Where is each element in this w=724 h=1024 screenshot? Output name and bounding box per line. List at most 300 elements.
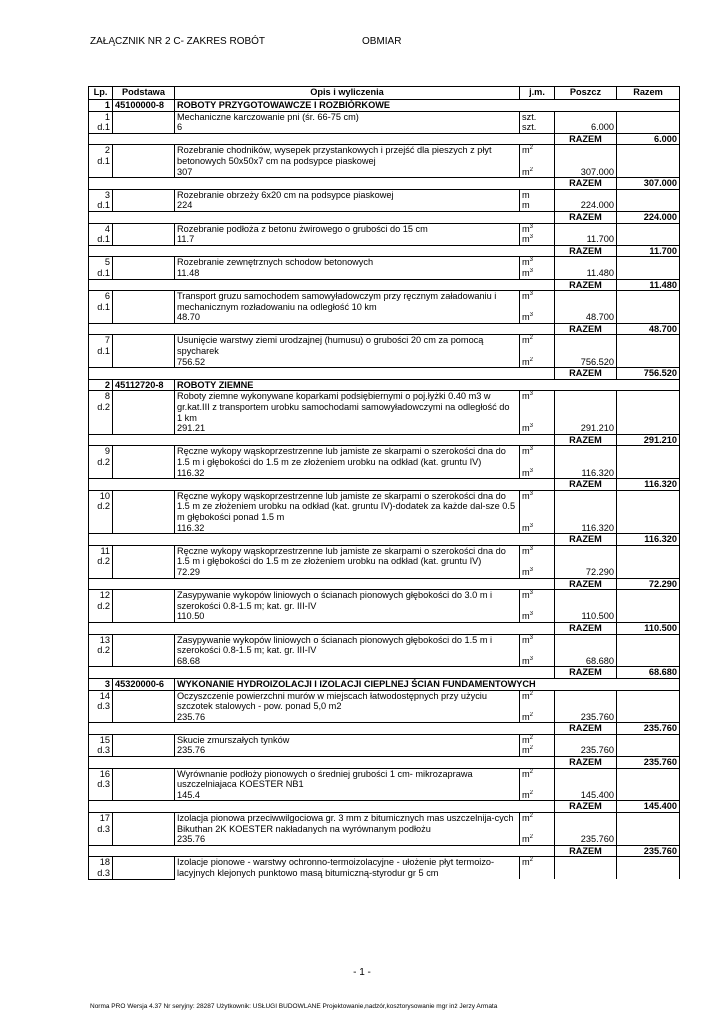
razem-empty (617, 656, 680, 667)
item-basis: d.3 (97, 868, 110, 878)
calc-unit (520, 200, 555, 211)
unit-display: $m^3$ (522, 223, 533, 234)
sum-label: RAZEM (555, 178, 617, 190)
table-header-row (89, 87, 680, 100)
section-title: WYKONANIE HYDROIZOLACJI I IZOLACJI CIEPLNEJ ŚCIAN FUNDAMENTOWYCH (175, 678, 680, 690)
poszcz-value: 235.760 (555, 745, 617, 756)
item-unit (520, 690, 555, 712)
sum-label: RAZEM (555, 845, 617, 857)
poszcz-value: 110.500 (555, 611, 617, 622)
item-unit (520, 111, 555, 122)
item-lp (89, 813, 113, 846)
razem-empty (617, 790, 680, 801)
item-razem-empty (617, 857, 680, 879)
sum-label: RAZEM (555, 211, 617, 223)
sum-label: RAZEM (555, 757, 617, 769)
calc-value: 48.70 (175, 312, 520, 323)
calc-row (89, 200, 680, 211)
poszcz-value: 224.000 (555, 200, 617, 211)
poszcz-value: 235.760 (555, 834, 617, 845)
sum-label: RAZEM (555, 578, 617, 590)
item-description: Mechaniczne karczowanie pni (śr. 66-75 cm) (175, 111, 520, 122)
item-unit (520, 189, 555, 200)
item-razem-empty (617, 446, 680, 468)
sum-blank (89, 667, 555, 679)
item-number: 17 (99, 813, 110, 824)
calc-value: 68.68 (175, 656, 520, 667)
item-unit (520, 223, 555, 234)
item-podstawa (113, 111, 175, 133)
item-unit (520, 490, 555, 522)
unit-display: $m^3$ (522, 522, 533, 533)
item-basis: d.2 (97, 645, 110, 656)
calc-row (89, 712, 680, 723)
sum-label: RAZEM (555, 723, 617, 735)
sum-value: 235.760 (617, 845, 680, 857)
section-code: 45112720-8 (113, 379, 175, 391)
item-unit (520, 446, 555, 468)
razem-empty (617, 834, 680, 845)
item-number: 1 (104, 111, 110, 122)
item-podstawa (113, 257, 175, 279)
sum-value: 68.680 (617, 667, 680, 679)
calc-row (89, 234, 680, 245)
col-lp: Lp. (89, 87, 113, 100)
item-razem-empty (617, 111, 680, 122)
sum-label: RAZEM (555, 434, 617, 446)
calc-unit (520, 357, 555, 368)
item-number: 8 (104, 391, 110, 402)
item-basis: d.1 (97, 234, 110, 245)
section-row (89, 379, 680, 391)
item-podstawa (113, 768, 175, 801)
sum-value: 11.480 (617, 279, 680, 291)
item-number: 12 (99, 590, 110, 601)
calc-value: 235.76 (175, 712, 520, 723)
sum-value: 110.500 (617, 622, 680, 634)
item-podstawa (113, 490, 175, 533)
item-poszcz-empty (555, 291, 617, 313)
sum-row (89, 723, 680, 735)
unit-display: $m^2$ (522, 834, 533, 845)
sum-row (89, 757, 680, 769)
item-description: Transport gruzu samochodem samowyładowczym przy ręcznym załadowaniu i mechanicznym rozładowaniu na odległość 10 km (175, 291, 520, 313)
item-razem-empty (617, 813, 680, 835)
sum-row (89, 133, 680, 145)
col-poszcz: Poszcz (555, 87, 617, 100)
calc-row (89, 423, 680, 434)
calc-value: 291.21 (175, 423, 520, 434)
item-podstawa (113, 634, 175, 667)
razem-empty (617, 357, 680, 368)
sum-blank (89, 479, 555, 491)
poszcz-value: 235.760 (555, 712, 617, 723)
razem-empty (617, 167, 680, 178)
calc-value: 235.76 (175, 834, 520, 845)
item-poszcz-empty (555, 590, 617, 612)
item-row (89, 189, 680, 200)
item-description: Oczyszczenie powierzchni murów w miejscach łatwodostępnych przy użyciu szczotek stalowych - pow. ponad 5,0 m2 (175, 690, 520, 712)
item-basis: d.3 (97, 779, 110, 790)
item-poszcz-empty (555, 545, 617, 567)
razem-empty (617, 523, 680, 534)
calc-unit (520, 234, 555, 245)
col-razem: Razem (617, 87, 680, 100)
sum-blank (89, 178, 555, 190)
sum-label: RAZEM (555, 323, 617, 335)
unit-display: $m^2$ (522, 711, 533, 722)
sum-label: RAZEM (555, 479, 617, 491)
sum-value: 235.760 (617, 757, 680, 769)
item-podstawa (113, 857, 175, 879)
item-poszcz-empty (555, 223, 617, 234)
item-podstawa (113, 391, 175, 434)
item-lp (89, 446, 113, 479)
sum-blank (89, 723, 555, 735)
col-podstawa: Podstawa (113, 87, 175, 100)
sum-value: 72.290 (617, 578, 680, 590)
poszcz-value: 291.210 (555, 423, 617, 434)
poszcz-value: 11.700 (555, 234, 617, 245)
item-number: 7 (104, 335, 110, 346)
item-row (89, 634, 680, 656)
poszcz-value: 72.290 (555, 567, 617, 578)
item-basis: d.2 (97, 501, 110, 512)
item-row (89, 223, 680, 234)
item-unit (520, 145, 555, 167)
sum-row (89, 534, 680, 546)
calc-unit (520, 468, 555, 479)
calc-value: 224 (175, 200, 520, 211)
razem-empty (617, 234, 680, 245)
item-razem-empty (617, 490, 680, 522)
item-poszcz-empty (555, 111, 617, 122)
item-description: Ręczne wykopy wąskoprzestrzenne lub jamiste ze skarpami o szerokości dna do 1.5 m i głębokości do 1.5 m ze złożeniem urobku na odkład (kat. gruntu IV) (175, 446, 520, 468)
item-unit (520, 257, 555, 268)
sum-blank (89, 801, 555, 813)
sum-blank (89, 323, 555, 335)
calc-row (89, 357, 680, 368)
item-basis: d.1 (97, 346, 110, 357)
item-poszcz-empty (555, 391, 617, 423)
sum-label: RAZEM (555, 801, 617, 813)
item-razem-empty (617, 291, 680, 313)
calc-value: 11.7 (175, 234, 520, 245)
item-row (89, 690, 680, 712)
unit-display: $m^3$ (522, 291, 533, 302)
sum-row (89, 245, 680, 257)
unit-display: $m^3$ (522, 423, 533, 434)
item-razem-empty (617, 145, 680, 167)
calc-unit (520, 656, 555, 667)
sum-blank (89, 133, 555, 145)
calc-unit (520, 312, 555, 323)
calc-row (89, 268, 680, 279)
item-number: 10 (99, 490, 110, 501)
item-lp (89, 734, 113, 756)
item-row (89, 545, 680, 567)
sum-value: 145.400 (617, 801, 680, 813)
calc-value: 72.29 (175, 567, 520, 578)
sum-value: 116.320 (617, 534, 680, 546)
item-lp (89, 590, 113, 623)
poszcz-value: 756.520 (555, 357, 617, 368)
unit-display: $m^3$ (522, 655, 533, 666)
section-title: ROBOTY ZIEMNE (175, 379, 680, 391)
poszcz-value: 116.320 (555, 523, 617, 534)
item-unit (520, 634, 555, 656)
sum-value: 307.000 (617, 178, 680, 190)
poszcz-value: 6.000 (555, 122, 617, 133)
unit-display: $m^2$ (522, 145, 533, 156)
item-razem-empty (617, 391, 680, 423)
calc-unit (520, 122, 555, 133)
item-number: 13 (99, 634, 110, 645)
item-description: Ręczne wykopy wąskoprzestrzenne lub jamiste ze skarpami o szerokości dna do 1.5 m i głębokości do 1.5 m ze złożeniem urobku na odkład (kat. gruntu IV) (175, 545, 520, 567)
sum-row (89, 622, 680, 634)
sum-row (89, 801, 680, 813)
section-code: 45320000-6 (113, 678, 175, 690)
item-poszcz-empty (555, 857, 617, 879)
item-basis: d.1 (97, 122, 110, 133)
item-poszcz-empty (555, 257, 617, 268)
calc-value: 11.48 (175, 268, 520, 279)
sum-row (89, 211, 680, 223)
item-lp (89, 768, 113, 801)
item-basis: d.2 (97, 600, 110, 611)
sum-label: RAZEM (555, 622, 617, 634)
item-description: Rozebranie zewnętrznych schodow betonowych (175, 257, 520, 268)
item-poszcz-empty (555, 690, 617, 712)
item-number: 2 (104, 145, 110, 156)
razem-empty (617, 468, 680, 479)
col-opis: Opis i wyliczenia (175, 87, 520, 100)
item-podstawa (113, 145, 175, 178)
item-poszcz-empty (555, 634, 617, 656)
item-number: 14 (99, 690, 110, 701)
item-poszcz-empty (555, 768, 617, 790)
item-description: Ręczne wykopy wąskoprzestrzenne lub jamiste ze skarpami o szerokości dna do 1.5 m ze złożeniem urobku na odkład (kat. gruntu IV)-dodatek za każde dal-sze 0.5 m głębokości ponad 1.5 m (175, 490, 520, 522)
item-podstawa (113, 446, 175, 479)
item-podstawa (113, 590, 175, 623)
calc-unit (520, 523, 555, 534)
item-unit (520, 545, 555, 567)
sum-value: 235.760 (617, 723, 680, 735)
item-podstawa (113, 291, 175, 324)
item-description: Izolacje pionowe - warstwy ochronno-termoizolacyjne - ułożenie płyt termoizo-lacyjnych klejonych punktowo masą bitumiczną-styrodur gr 5 cm (175, 857, 520, 879)
item-row (89, 335, 680, 357)
calc-value: 235.76 (175, 745, 520, 756)
calc-row (89, 834, 680, 845)
sum-row (89, 434, 680, 446)
item-razem-empty (617, 634, 680, 656)
razem-empty (617, 567, 680, 578)
unit-display: $m^2$ (522, 857, 533, 868)
item-podstawa (113, 223, 175, 245)
sum-row (89, 667, 680, 679)
sum-row (89, 368, 680, 380)
sum-blank (89, 622, 555, 634)
item-podstawa (113, 813, 175, 846)
item-lp (89, 145, 113, 178)
measurement-table (88, 86, 680, 880)
item-basis: d.1 (97, 200, 110, 211)
item-poszcz-empty (555, 446, 617, 468)
sum-label: RAZEM (555, 534, 617, 546)
calc-unit (520, 268, 555, 279)
razem-empty (617, 200, 680, 211)
unit-display: $m^2$ (522, 356, 533, 367)
sum-blank (89, 368, 555, 380)
item-description: Rozebranie obrzeży 6x20 cm na podsypce piaskowej (175, 189, 520, 200)
item-lp (89, 490, 113, 533)
calc-unit (520, 712, 555, 723)
item-description: Izolacja pionowa przeciwwilgociowa gr. 3 mm z bitumicznych mas uszczelnija-cych Bikuthan 2K KOESTER nakładanych na wyrównanym podłożu (175, 813, 520, 835)
sum-blank (89, 845, 555, 857)
item-razem-empty (617, 545, 680, 567)
item-number: 18 (99, 857, 110, 868)
document-title: ZAŁĄCZNIK NR 2 C- ZAKRES ROBÓT (90, 36, 266, 47)
sum-blank (89, 434, 555, 446)
calc-value: 756.52 (175, 357, 520, 368)
calc-value: 6 (175, 122, 520, 133)
item-number: 11 (100, 545, 110, 556)
calc-unit (520, 567, 555, 578)
sum-row (89, 323, 680, 335)
item-unit (520, 813, 555, 835)
calc-unit (520, 790, 555, 801)
item-podstawa (113, 189, 175, 211)
sum-blank (89, 578, 555, 590)
calc-row (89, 567, 680, 578)
razem-empty (617, 122, 680, 133)
unit-text: m (522, 189, 530, 200)
item-row (89, 857, 680, 879)
item-basis: d.3 (97, 745, 110, 756)
sum-value: 11.700 (617, 245, 680, 257)
calc-row (89, 656, 680, 667)
item-lp (89, 111, 113, 133)
item-number: 9 (104, 446, 110, 457)
item-description: Rozebranie podłoża z betonu żwirowego o grubości do 15 cm (175, 223, 520, 234)
item-row (89, 590, 680, 612)
item-row (89, 291, 680, 313)
unit-display: $m^2$ (522, 789, 533, 800)
item-poszcz-empty (555, 813, 617, 835)
item-number: 5 (104, 257, 110, 268)
item-basis: d.2 (97, 556, 110, 567)
unit-display: $m^3$ (522, 590, 533, 601)
calc-row (89, 745, 680, 756)
unit-display: $m^3$ (522, 490, 533, 501)
item-razem-empty (617, 590, 680, 612)
unit-display: $m^3$ (522, 312, 533, 323)
item-unit (520, 291, 555, 313)
sum-value: 116.320 (617, 479, 680, 491)
item-row (89, 446, 680, 468)
item-description: Roboty ziemne wykonywane koparkami podsiębiernymi o poj.łyżki 0.40 m3 w gr.kat.III z transportem urobku samochodami samowyładowczymi na odległość do 1 km (175, 391, 520, 423)
item-number: 6 (104, 291, 110, 302)
unit-display: $m^3$ (522, 391, 533, 402)
section-number: 2 (89, 379, 113, 391)
poszcz-value: 116.320 (555, 468, 617, 479)
item-poszcz-empty (555, 490, 617, 522)
page-number: - 1 - (353, 967, 371, 978)
item-basis: d.1 (97, 301, 110, 312)
item-lp (89, 391, 113, 434)
item-razem-empty (617, 189, 680, 200)
item-razem-empty (617, 335, 680, 357)
unit-text: m (522, 200, 530, 211)
item-unit (520, 391, 555, 423)
unit-display: $m^3$ (522, 257, 533, 268)
sum-blank (89, 211, 555, 223)
item-lp (89, 634, 113, 667)
calc-row (89, 468, 680, 479)
section-title: ROBOTY PRZYGOTOWAWCZE I ROZBIÓRKOWE (175, 100, 680, 112)
calc-row (89, 611, 680, 622)
item-description: Skucie zmurszałych tynków (175, 734, 520, 745)
item-podstawa (113, 335, 175, 368)
item-lp (89, 857, 113, 879)
sum-label: RAZEM (555, 368, 617, 380)
section-row (89, 678, 680, 690)
item-poszcz-empty (555, 335, 617, 357)
item-number: 15 (99, 734, 110, 745)
section-number: 3 (89, 678, 113, 690)
unit-display: $m^3$ (522, 446, 533, 457)
unit-display: $m^3$ (522, 267, 533, 278)
col-jm: j.m. (520, 87, 555, 100)
sum-value: 48.700 (617, 323, 680, 335)
item-basis: d.3 (97, 701, 110, 712)
item-razem-empty (617, 734, 680, 745)
unit-display: $m^2$ (522, 745, 533, 756)
sum-blank (89, 279, 555, 291)
razem-empty (617, 268, 680, 279)
item-razem-empty (617, 768, 680, 790)
razem-empty (617, 712, 680, 723)
unit-display: $m^3$ (522, 566, 533, 577)
razem-empty (617, 423, 680, 434)
unit-display: $m^2$ (522, 734, 533, 745)
unit-display: $m^3$ (522, 234, 533, 245)
calc-unit (520, 834, 555, 845)
item-unit (520, 768, 555, 790)
sum-row (89, 578, 680, 590)
item-row (89, 813, 680, 835)
calc-row (89, 523, 680, 534)
item-description: Rozebranie chodników, wysepek przystankowych i przejść dla pieszych z płyt betonowych 50x50x7 cm na podsypce piaskowej (175, 145, 520, 167)
sum-blank (89, 245, 555, 257)
item-podstawa (113, 734, 175, 756)
calc-row (89, 790, 680, 801)
item-number: 16 (99, 768, 110, 779)
unit-display: $m^3$ (522, 467, 533, 478)
calc-value: 307 (175, 167, 520, 178)
item-basis: d.1 (97, 155, 110, 166)
item-unit (520, 335, 555, 357)
item-basis: d.3 (97, 823, 110, 834)
razem-empty (617, 312, 680, 323)
item-lp (89, 545, 113, 578)
razem-empty (617, 611, 680, 622)
poszcz-value: 145.400 (555, 790, 617, 801)
unit-display: $m^3$ (522, 611, 533, 622)
item-description: Usunięcie warstwy ziemi urodzajnej (humusu) o grubości 20 cm za pomocą spycharek (175, 335, 520, 357)
item-razem-empty (617, 257, 680, 268)
item-row (89, 257, 680, 268)
